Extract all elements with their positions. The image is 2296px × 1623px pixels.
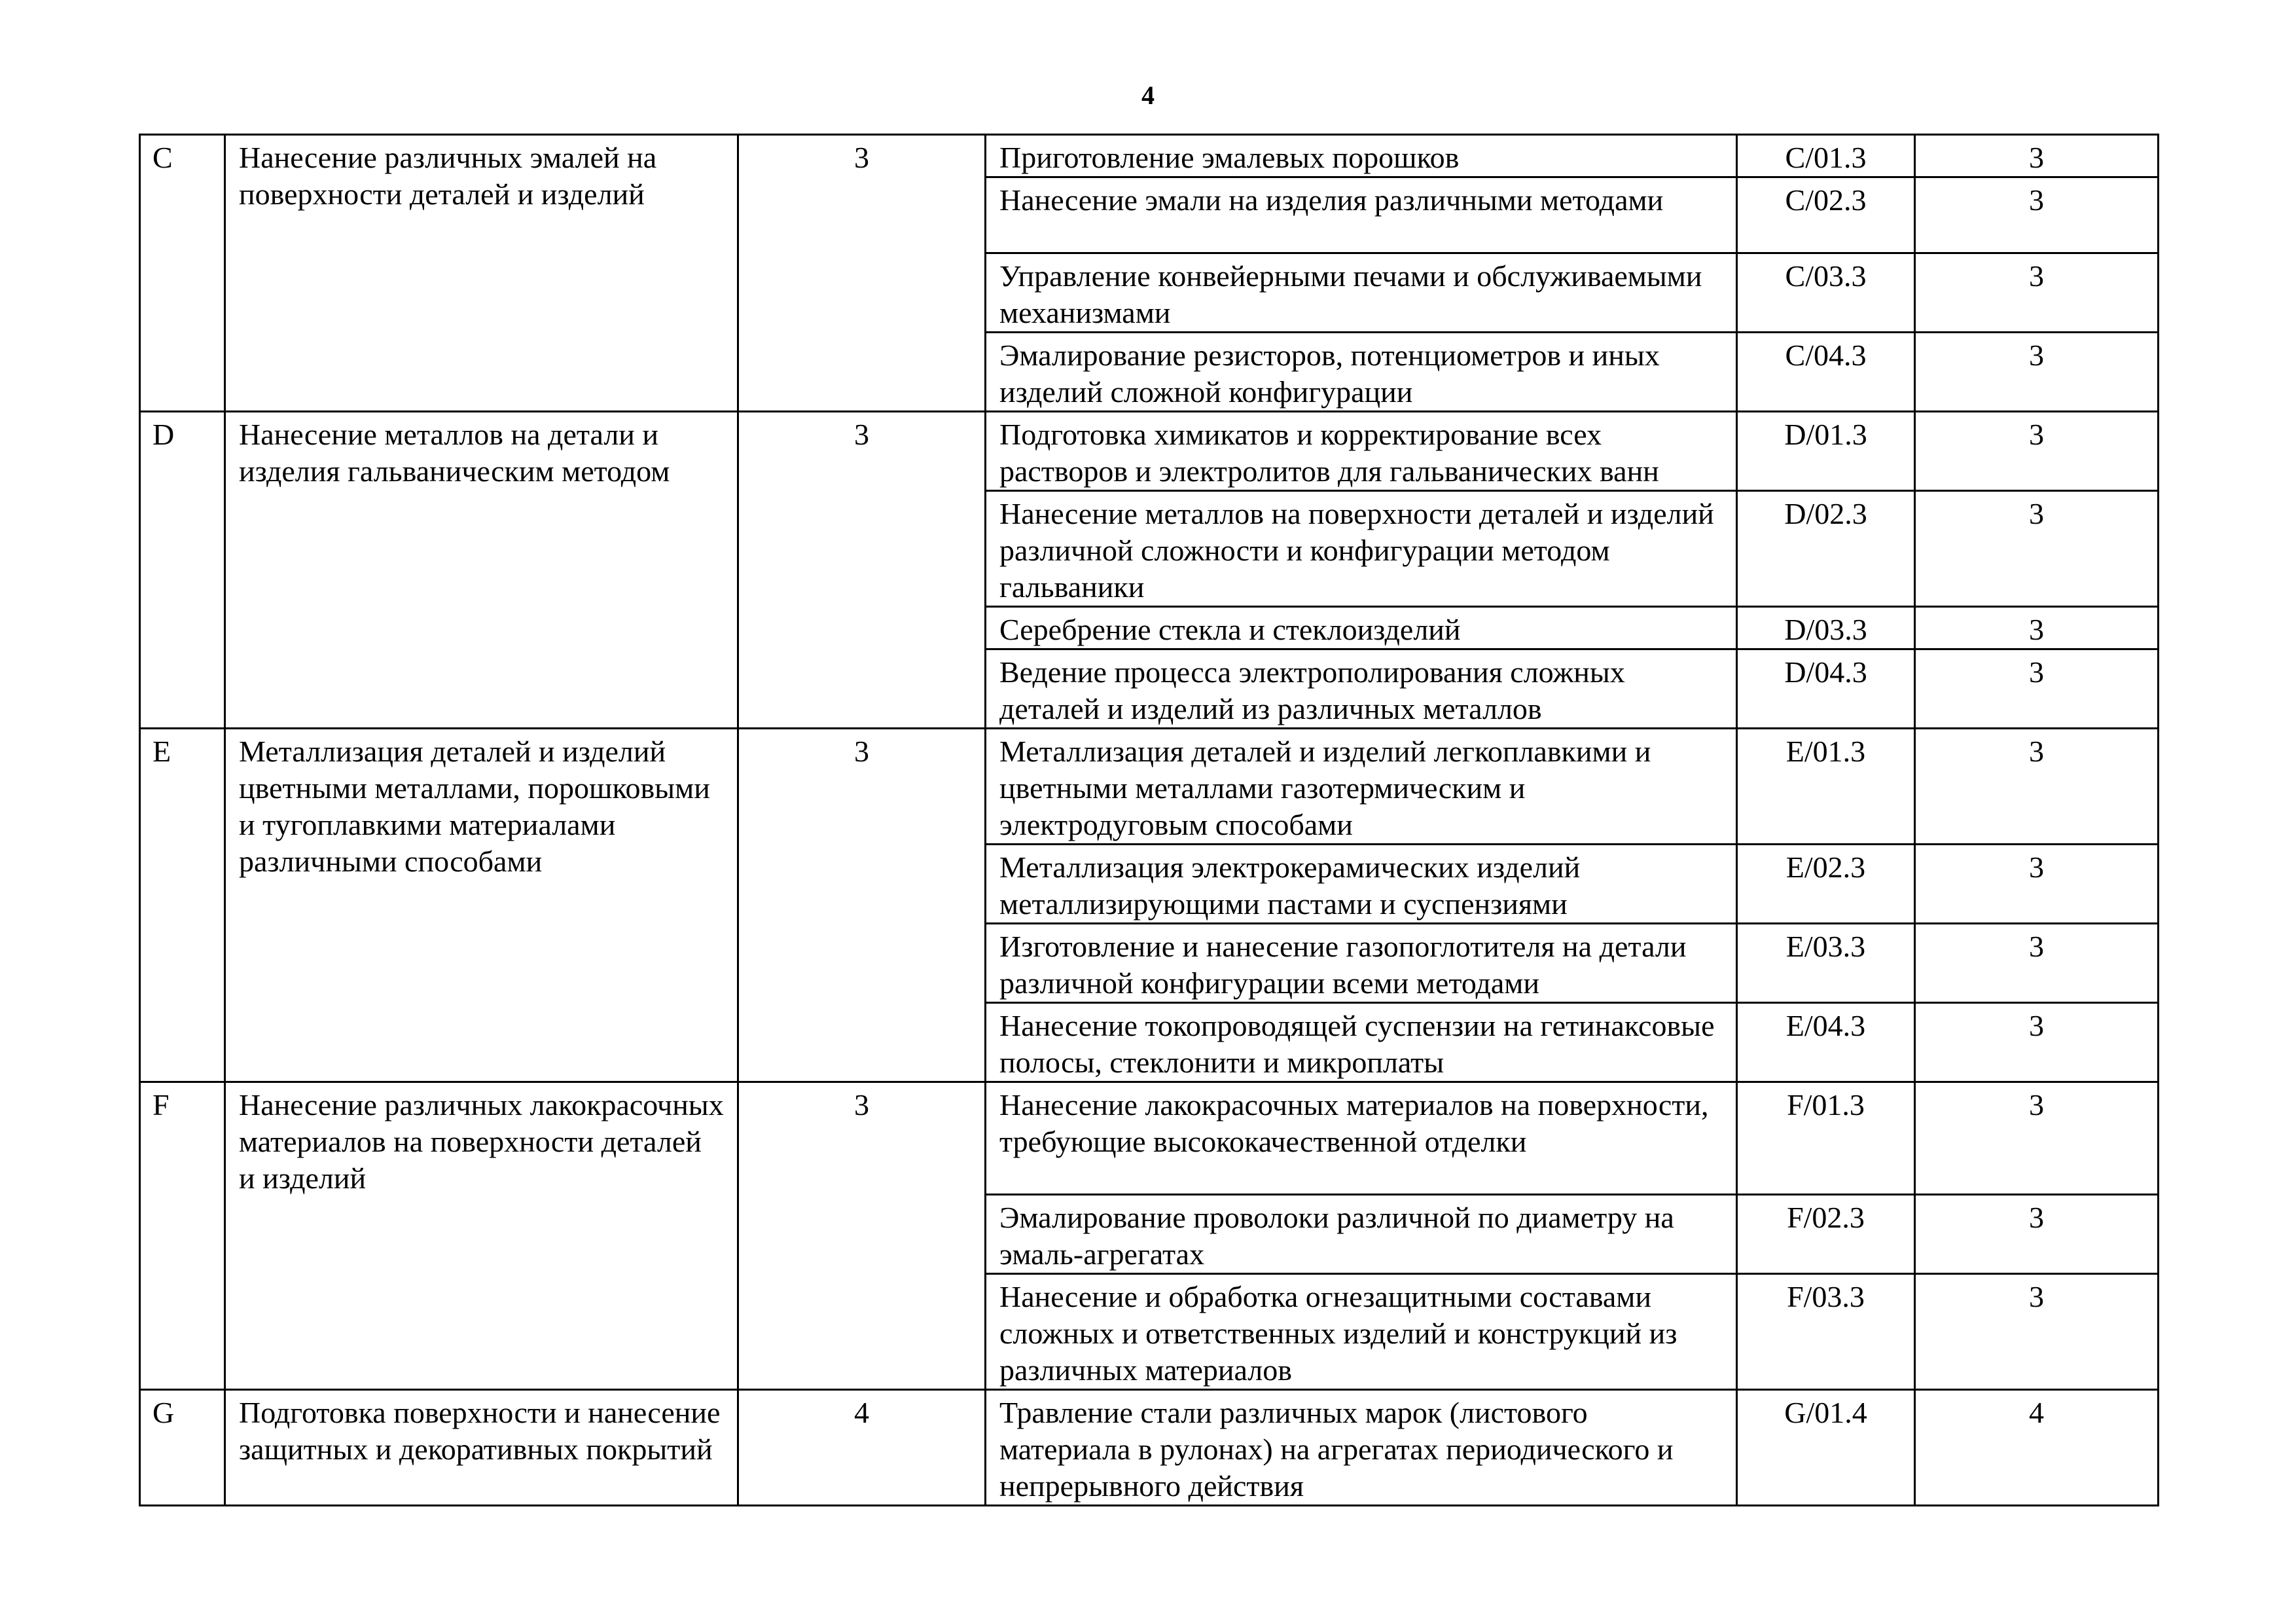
labor-function-code: С/01.3 [1737,135,1915,177]
generalized-function-code: C [140,135,225,412]
labor-function-name: Ведение процесса электрополирования сложных деталей и изделий из различных металлов [986,649,1737,729]
labor-function-level: 3 [1915,1274,2159,1390]
labor-function-code: F/03.3 [1737,1274,1915,1390]
labor-function-name: Металлизация электрокерамических изделий металлизирующими пастами и суспензиями [986,845,1737,924]
table-row [140,1390,2159,1506]
labor-function-code: D/03.3 [1737,607,1915,649]
generalized-function-name: Металлизация деталей и изделий цветными металлами, порошковыми и тугоплавкими материалами различными способами [225,729,738,1082]
labor-function-level: 3 [1915,491,2159,607]
labor-function-code: E/03.3 [1737,924,1915,1003]
labor-function-code: С/02.3 [1737,177,1915,253]
labor-function-name: Нанесение и обработка огнезащитными составами сложных и ответственных изделий и конструкций из различных материалов [986,1274,1737,1390]
functions-table-body [140,135,2159,1506]
labor-function-name: Нанесение металлов на поверхности деталей и изделий различной сложности и конфигурации методом гальваники [986,491,1737,607]
table-row [140,412,2159,491]
generalized-function-code: E [140,729,225,1082]
labor-function-code: E/02.3 [1737,845,1915,924]
generalized-function-level: 3 [738,1082,986,1390]
labor-function-level: 3 [1915,333,2159,412]
labor-function-level: 3 [1915,1082,2159,1195]
generalized-function-code: G [140,1390,225,1506]
functions-table [139,134,2159,1506]
labor-function-name: Нанесение лакокрасочных материалов на поверхности, требующие высококачественной отделки [986,1082,1737,1195]
labor-function-level: 4 [1915,1390,2159,1506]
labor-function-level: 3 [1915,845,2159,924]
generalized-function-name: Нанесение различных эмалей на поверхности деталей и изделий [225,135,738,412]
generalized-function-level: 3 [738,729,986,1082]
generalized-function-level: 3 [738,135,986,412]
labor-function-code: E/04.3 [1737,1003,1915,1082]
labor-function-code: С/04.3 [1737,333,1915,412]
labor-function-level: 3 [1915,177,2159,253]
labor-function-code: F/01.3 [1737,1082,1915,1195]
labor-function-name: Приготовление эмалевых порошков [986,135,1737,177]
generalized-function-name: Нанесение металлов на детали и изделия гальваническим методом [225,412,738,729]
labor-function-level: 3 [1915,412,2159,491]
labor-function-code: F/02.3 [1737,1195,1915,1274]
generalized-function-level: 4 [738,1390,986,1506]
generalized-function-name: Подготовка поверхности и нанесение защитных и декоративных покрытий [225,1390,738,1506]
labor-function-code: D/04.3 [1737,649,1915,729]
labor-function-name: Эмалирование резисторов, потенциометров и иных изделий сложной конфигурации [986,333,1737,412]
labor-function-level: 3 [1915,607,2159,649]
labor-function-code: G/01.4 [1737,1390,1915,1506]
labor-function-level: 3 [1915,649,2159,729]
labor-function-name: Подготовка химикатов и корректирование всех растворов и электролитов для гальванических ванн [986,412,1737,491]
table-row [140,729,2159,845]
labor-function-name: Нанесение эмали на изделия различными методами [986,177,1737,253]
table-row [140,1082,2159,1195]
generalized-function-name: Нанесение различных лакокрасочных материалов на поверхности деталей и изделий [225,1082,738,1390]
labor-function-level: 3 [1915,729,2159,845]
generalized-function-code: F [140,1082,225,1390]
labor-function-level: 3 [1915,924,2159,1003]
labor-function-level: 3 [1915,135,2159,177]
labor-function-name: Управление конвейерными печами и обслуживаемыми механизмами [986,253,1737,333]
labor-function-name: Изготовление и нанесение газопоглотителя на детали различной конфигурации всеми методами [986,924,1737,1003]
generalized-function-level: 3 [738,412,986,729]
page-number: 4 [1141,81,1155,110]
labor-function-name: Нанесение токопроводящей суспензии на гетинаксовые полосы, стеклонити и микроплаты [986,1003,1737,1082]
table-row [140,135,2159,177]
labor-function-level: 3 [1915,253,2159,333]
labor-function-name: Эмалирование проволоки различной по диаметру на эмаль-агрегатах [986,1195,1737,1274]
labor-function-code: D/01.3 [1737,412,1915,491]
labor-function-name: Серебрение стекла и стеклоизделий [986,607,1737,649]
labor-function-name: Травление стали различных марок (листового материала в рулонах) на агрегатах периодического и непрерывного действия [986,1390,1737,1506]
labor-function-name: Металлизация деталей и изделий легкоплавкими и цветными металлами газотермическим и электродуговым способами [986,729,1737,845]
labor-function-level: 3 [1915,1195,2159,1274]
generalized-function-code: D [140,412,225,729]
labor-function-code: E/01.3 [1737,729,1915,845]
labor-function-code: D/02.3 [1737,491,1915,607]
labor-function-code: С/03.3 [1737,253,1915,333]
labor-function-level: 3 [1915,1003,2159,1082]
